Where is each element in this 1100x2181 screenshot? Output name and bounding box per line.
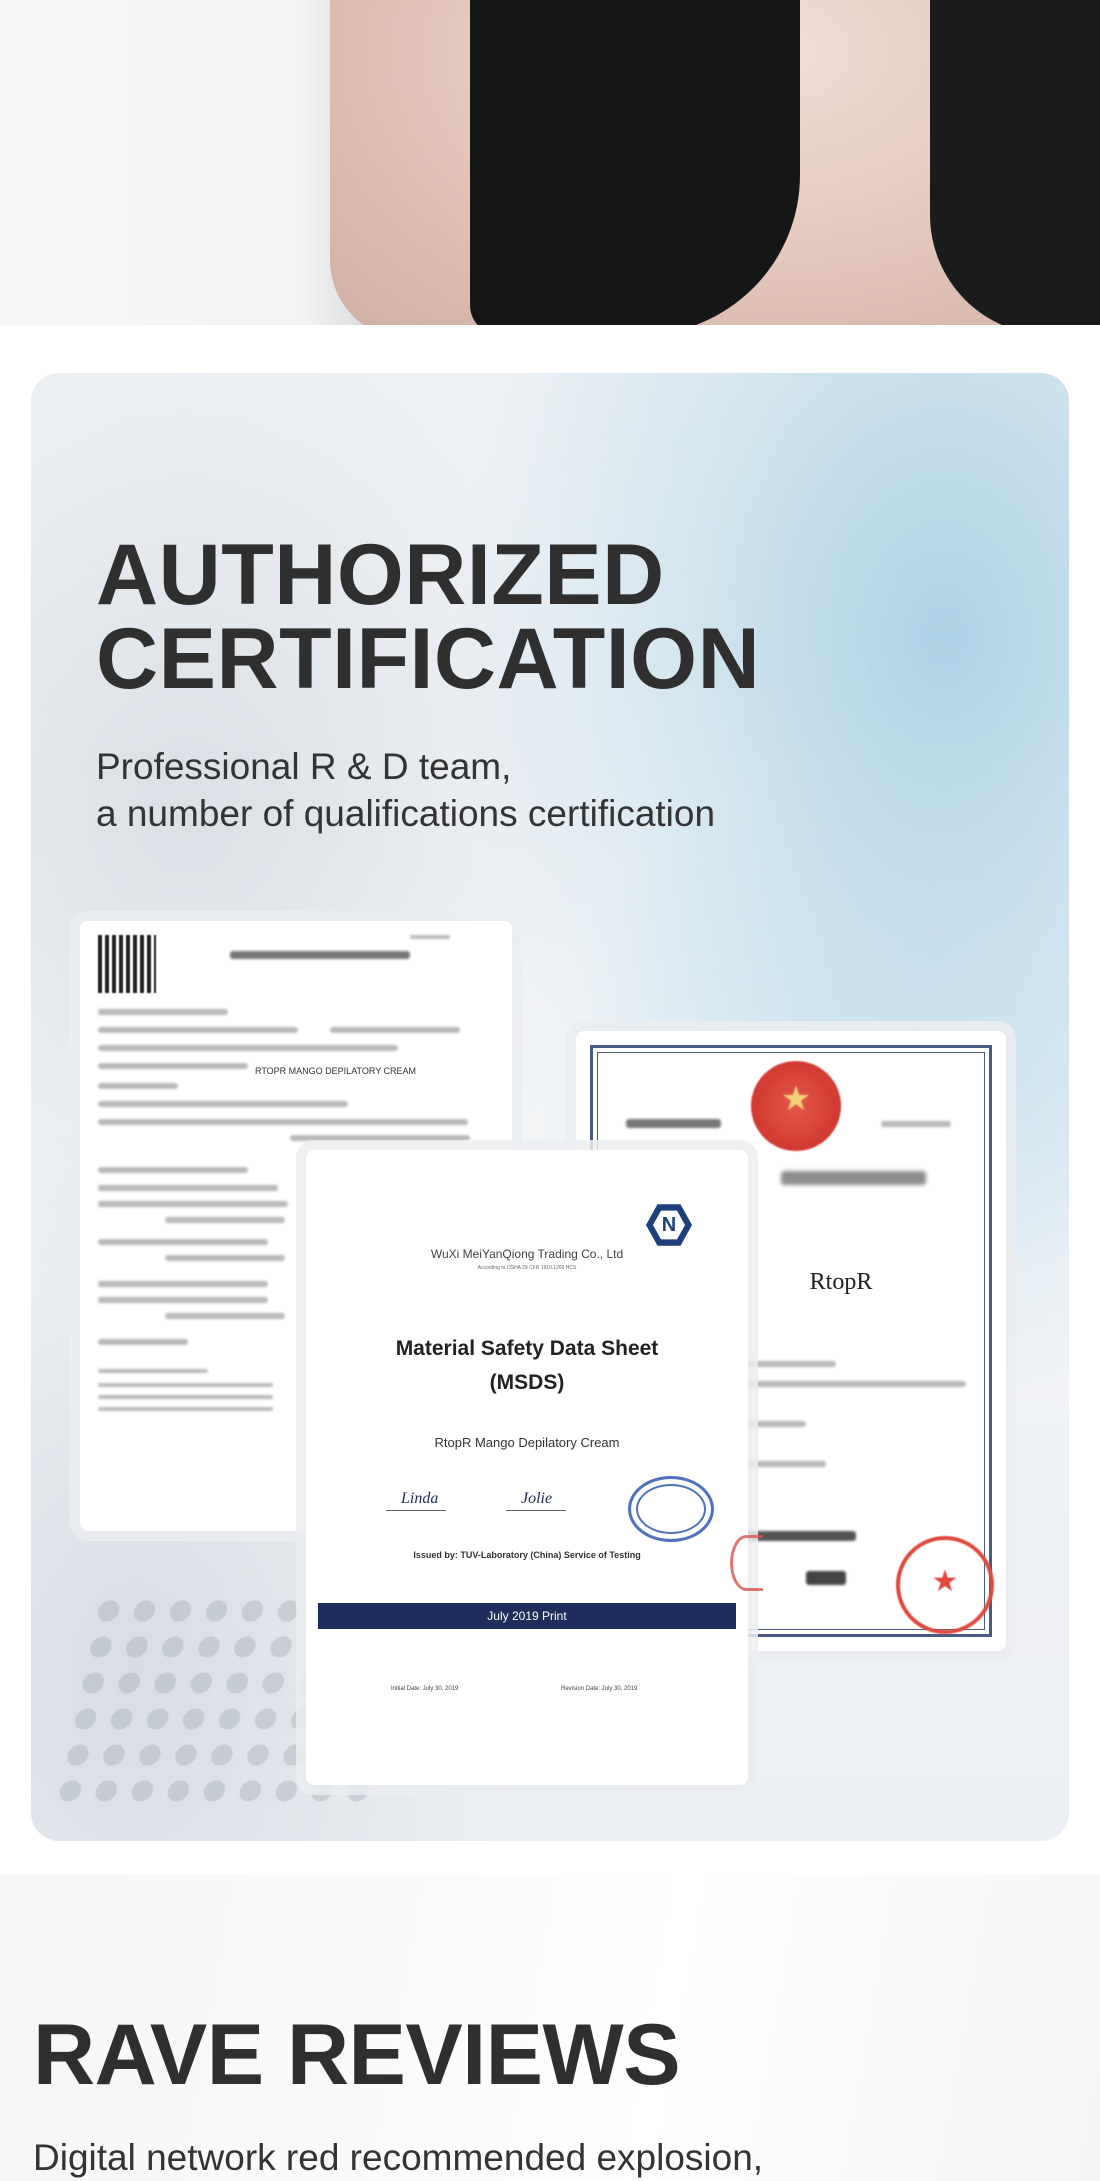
msds-print-bar: July 2019 Print bbox=[318, 1603, 736, 1629]
certification-subtitle-line1: Professional R & D team, bbox=[96, 746, 512, 787]
msds-company: WuXi MeiYanQiong Trading Co., Ltd bbox=[430, 1247, 624, 1261]
reviews-title: RAVE REVIEWS bbox=[33, 2007, 681, 2103]
reviews-subtitle: Digital network red recommended explosion, bbox=[33, 2137, 764, 2178]
msds-issued-by: Issued by: TUV-Laboratory (China) Service of Testing bbox=[413, 1550, 641, 1560]
certification-title-line2: CERTIFICATION bbox=[96, 611, 761, 707]
signature-1: Linda bbox=[401, 1490, 439, 1507]
msds-title-line2: (MSDS) bbox=[489, 1371, 565, 1394]
signature-line bbox=[506, 1510, 566, 1511]
signature-line bbox=[386, 1510, 446, 1511]
certification-subtitle bbox=[96, 743, 996, 837]
msds-document-image bbox=[306, 1150, 748, 1785]
certification-title bbox=[96, 527, 996, 707]
msds-title bbox=[306, 1332, 748, 1400]
certification-section bbox=[31, 373, 1069, 1841]
thai-certificate-product: RTOPR MANGO DEPILATORY CREAM bbox=[255, 1066, 417, 1076]
certification-title-line1: AUTHORIZED bbox=[96, 527, 665, 623]
thai-certificate-heading bbox=[230, 951, 410, 959]
signature-2: Jolie bbox=[521, 1490, 553, 1507]
trademark-certificate-heading bbox=[781, 1171, 926, 1185]
official-seal-icon bbox=[896, 1536, 994, 1634]
red-stamp-icon bbox=[730, 1535, 763, 1591]
qr-code-icon bbox=[98, 935, 156, 993]
msds-regulation: According to OSHA 29 CFR 1910.1200 HCS bbox=[477, 1265, 577, 1271]
national-emblem-icon bbox=[751, 1061, 841, 1151]
msds-initial-date: Initial Date: July 30, 2019 bbox=[391, 1686, 459, 1692]
msds-product: RtopR Mango Depilatory Cream bbox=[434, 1435, 620, 1450]
hero-photo bbox=[0, 0, 1100, 325]
photo-dress-edge bbox=[930, 0, 1100, 325]
certification-subtitle-line2: a number of qualifications certification bbox=[96, 793, 716, 834]
trademark-brand-mark: RtopR bbox=[809, 1269, 873, 1295]
company-logo-icon bbox=[646, 1202, 692, 1248]
photo-dress bbox=[470, 0, 800, 325]
approval-stamp-icon bbox=[628, 1476, 714, 1542]
msds-title-line1: Material Safety Data Sheet bbox=[395, 1337, 659, 1360]
msds-revision-date: Revision Date: July 30, 2019 bbox=[561, 1686, 638, 1692]
